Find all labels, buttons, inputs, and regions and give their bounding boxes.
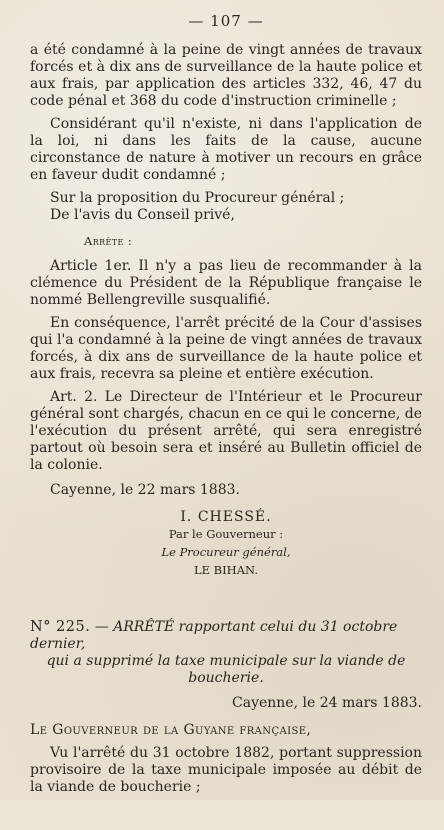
page-number: — 107 — xyxy=(188,12,264,30)
opening-paragraph: a été condamné à la peine de vingt années de travaux forcés et à dix ans de surveillance de la haute police et aux frais, par application des articles 332, 46, 47 du code pénal et 368 du code d'instruction criminelle ; xyxy=(30,42,422,109)
decree-subtitle: qui a supprimé la taxe municipale sur la viande de boucherie. xyxy=(46,653,406,686)
article-1-paragraph: Article 1er. Il n'y a pas lieu de recommander à la clémence du Président de la République française le nommé Bellengreville susqualifié. xyxy=(30,258,422,308)
proposition-paragraph: Sur la proposition du Procureur général ; xyxy=(50,190,345,206)
vu-paragraph: Vu l'arrêté du 31 octobre 1882, portant suppression provisoire de la taxe municipale imposée au débit de la viande de boucherie ; xyxy=(30,745,422,795)
procureur-label: Le Procureur général, xyxy=(161,545,291,559)
arrete-label: Arrête : xyxy=(84,234,133,248)
avis-paragraph: De l'avis du Conseil privé, xyxy=(50,207,235,223)
governor-line xyxy=(30,722,422,739)
governor-signature: I. CHESSÉ. xyxy=(180,509,272,525)
procureur-name: LE BIHAN. xyxy=(194,563,258,577)
section-divider xyxy=(30,579,422,619)
article-2-paragraph: Art. 2. Le Directeur de l'Intérieur et le Procureur général sont chargés, chacun en ce qui le concerne, de l'exécution du présent arrêté, qui sera enregistré partout où besoin sera et inséré au Bulletin officiel de la colonie. xyxy=(30,389,422,473)
decree-title xyxy=(30,619,422,653)
decree-title-italic: — ARRÊTÉ rapportant celui du 31 octobre dernier, xyxy=(30,619,398,652)
considerant-paragraph: Considérant qu'il n'existe, ni dans l'application de la loi, ni dans les faits de la cause, aucune circonstance de nature à motiver un recours en grâce en faveur dudit condamné ; xyxy=(30,116,422,183)
decree-date: Cayenne, le 24 mars 1883. xyxy=(232,695,422,711)
signature-date: Cayenne, le 22 mars 1883. xyxy=(50,482,240,498)
governor-line-text: Le Gouverneur de la Guyane française, xyxy=(30,722,312,738)
bottom-space xyxy=(30,796,422,830)
consequence-paragraph: En conséquence, l'arrêt précité de la Cour d'assises qui l'a condamné à la peine de vingt années de travaux forcés, à dix ans de surveillance de la haute police et aux frais, recevra sa pleine et entière exécution. xyxy=(30,315,422,382)
by-governor-label: Par le Gouverneur : xyxy=(168,527,284,541)
decree-number: N° 225. xyxy=(30,619,91,635)
signature-block xyxy=(30,509,422,579)
